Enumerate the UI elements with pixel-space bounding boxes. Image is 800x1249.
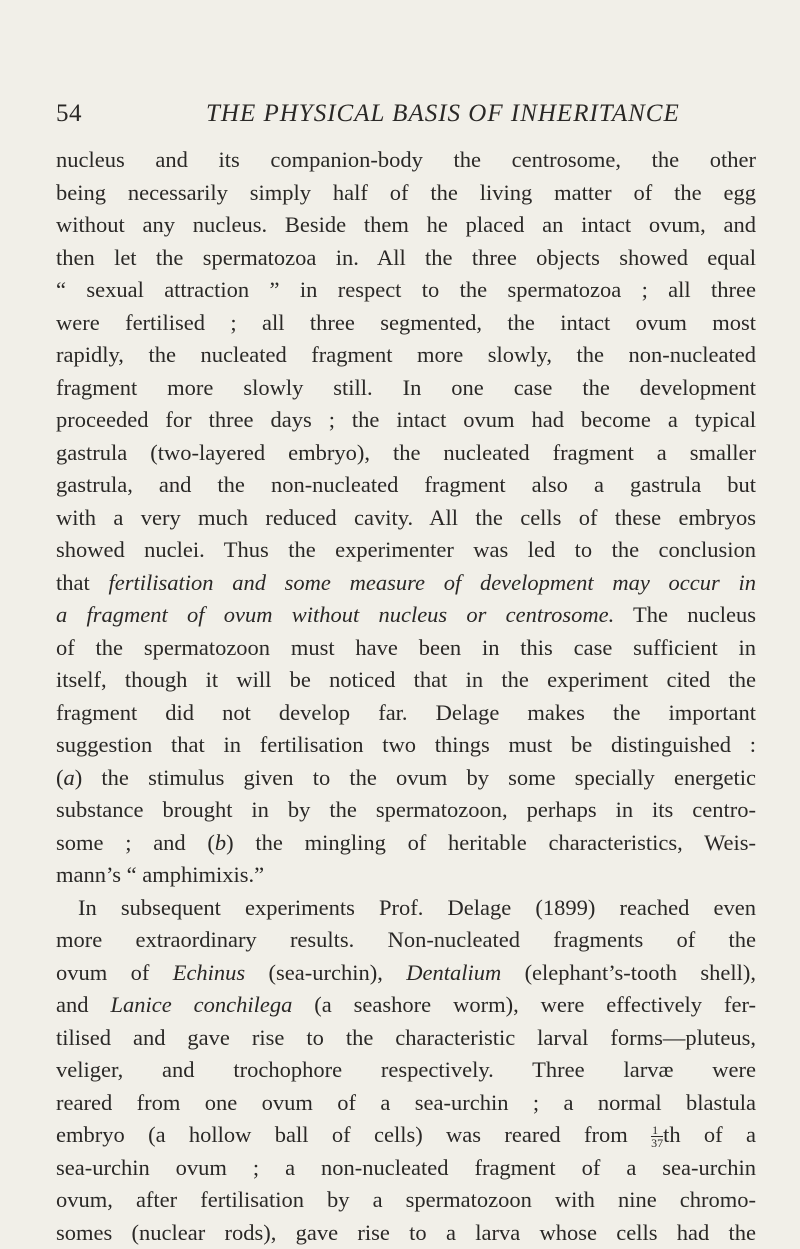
- text-line: [56, 957, 756, 990]
- body-text: [56, 144, 756, 1249]
- text-line: tilised and gave rise to the characteristic larval forms—pluteus,: [56, 1022, 756, 1055]
- text-line: ovum, after fertilisation by a spermatozoon with nine chromo-: [56, 1184, 756, 1217]
- italic-text: a fragment of ovum without nucleus or centrosome.: [56, 602, 614, 627]
- text-line: were fertilised ; all three segmented, the intact ovum most: [56, 307, 756, 340]
- text-line: [56, 762, 756, 795]
- text-line: without any nucleus. Beside them he placed an intact ovum, and: [56, 209, 756, 242]
- text-line: [56, 827, 756, 860]
- text-run: embryo (a hollow ball of cells) was reared from: [56, 1122, 651, 1147]
- text-line: fragment did not develop far. Delage makes the important: [56, 697, 756, 730]
- text-run: th of a: [663, 1122, 756, 1147]
- text-run: ovum of: [56, 960, 173, 985]
- text-run: The nucleus: [614, 602, 756, 627]
- text-run: some ; and (: [56, 830, 215, 855]
- text-run: (elephant’s-tooth shell),: [501, 960, 756, 985]
- text-line: reared from one ovum of a sea-urchin ; a normal blastula: [56, 1087, 756, 1120]
- text-run: that: [56, 570, 108, 595]
- text-run: and: [56, 992, 110, 1017]
- italic-text: Echinus: [173, 960, 246, 985]
- fraction: [651, 1124, 663, 1149]
- running-title: THE PHYSICAL BASIS OF INHERITANCE: [206, 100, 680, 128]
- text-line: being necessarily simply half of the living matter of the egg: [56, 177, 756, 210]
- text-run: ) the mingling of heritable characteristics, Weis-: [226, 830, 756, 855]
- text-line: [56, 599, 756, 632]
- running-header: [56, 94, 756, 134]
- text-line: [56, 989, 756, 1022]
- italic-text: Lanice conchilega: [110, 992, 292, 1017]
- text-line: In subsequent experiments Prof. Delage (1899) reached even: [56, 892, 756, 925]
- text-run: (: [56, 765, 64, 790]
- text-line: nucleus and its companion-body the centrosome, the other: [56, 144, 756, 177]
- text-line: “ sexual attraction ” in respect to the spermatozoa ; all three: [56, 274, 756, 307]
- text-line: fragment more slowly still. In one case the development: [56, 372, 756, 405]
- fraction-denominator: 37: [651, 1137, 663, 1149]
- italic-text: a: [64, 765, 75, 790]
- text-line: gastrula (two-layered embryo), the nucleated fragment a smaller: [56, 437, 756, 470]
- text-line: [56, 1119, 756, 1152]
- page-number: 54: [56, 100, 82, 128]
- text-line: with a very much reduced cavity. All the cells of these embryos: [56, 502, 756, 535]
- text-line: itself, though it will be noticed that in the experiment cited the: [56, 664, 756, 697]
- text-line: somes (nuclear rods), gave rise to a larva whose cells had the: [56, 1217, 756, 1249]
- text-line: suggestion that in fertilisation two things must be distinguished :: [56, 729, 756, 762]
- text-line: then let the spermatozoa in. All the three objects showed equal: [56, 242, 756, 275]
- text-run: (a seashore worm), were effectively fer-: [292, 992, 756, 1017]
- text-line: rapidly, the nucleated fragment more slowly, the non-nucleated: [56, 339, 756, 372]
- text-line: proceeded for three days ; the intact ovum had become a typical: [56, 404, 756, 437]
- text-line: of the spermatozoon must have been in this case sufficient in: [56, 632, 756, 665]
- text-run: (sea-urchin),: [245, 960, 406, 985]
- text-line: sea-urchin ovum ; a non-nucleated fragment of a sea-urchin: [56, 1152, 756, 1185]
- text-line: more extraordinary results. Non-nucleated fragments of the: [56, 924, 756, 957]
- fraction-numerator: 1: [651, 1124, 663, 1137]
- text-line: substance brought in by the spermatozoon, perhaps in its centro-: [56, 794, 756, 827]
- italic-text: b: [215, 830, 226, 855]
- text-line: mann’s “ amphimixis.”: [56, 859, 756, 892]
- text-run: ) the stimulus given to the ovum by some specially energetic: [75, 765, 756, 790]
- text-line: showed nuclei. Thus the experimenter was led to the conclusion: [56, 534, 756, 567]
- text-line: veliger, and trochophore respectively. Three larvæ were: [56, 1054, 756, 1087]
- text-line: [56, 567, 756, 600]
- italic-text: fertilisation and some measure of development may occur in: [108, 570, 756, 595]
- italic-text: Dentalium: [406, 960, 501, 985]
- text-line: gastrula, and the non-nucleated fragment also a gastrula but: [56, 469, 756, 502]
